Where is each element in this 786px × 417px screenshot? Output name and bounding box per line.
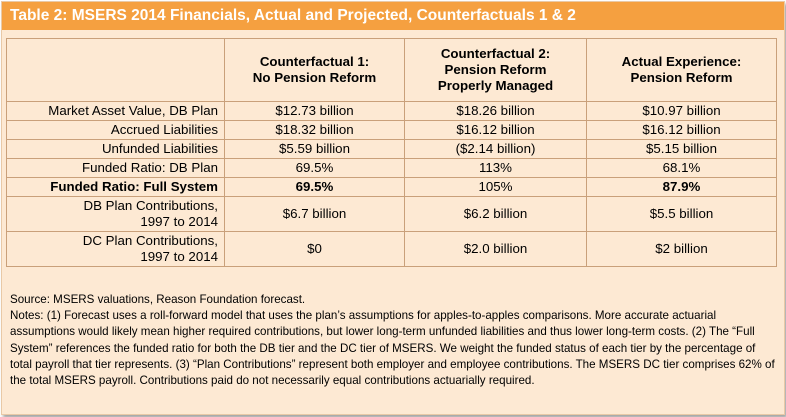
row-label: Unfunded Liabilities — [7, 140, 225, 159]
financials-table — [6, 38, 777, 267]
table-cell: 105% — [405, 178, 587, 197]
table-cell: $6.7 billion — [225, 197, 405, 232]
table-cell: $5.59 billion — [225, 140, 405, 159]
column-header-actual-experience — [587, 39, 777, 102]
row-label: Funded Ratio: Full System — [7, 178, 225, 197]
table-cell: $0 — [225, 232, 405, 267]
table-cell: 68.1% — [587, 159, 777, 178]
row-label-line: 1997 to 2014 — [140, 214, 218, 229]
column-header-counterfactual-1 — [225, 39, 405, 102]
table-cell: $12.73 billion — [225, 102, 405, 121]
table-row-funded-ratio-db — [7, 159, 777, 178]
column-header-line: Actual Experience: — [621, 54, 742, 69]
column-header-line: No Pension Reform — [252, 70, 377, 85]
table-cell: 69.5% — [225, 159, 405, 178]
header-empty-cell — [7, 39, 225, 102]
table-cell: $2.0 billion — [405, 232, 587, 267]
table-row-dc-contributions — [7, 232, 777, 267]
header-row — [7, 39, 777, 102]
table-cell: $2 billion — [587, 232, 777, 267]
row-label: Funded Ratio: DB Plan — [7, 159, 225, 178]
column-header-line: Pension Reform — [444, 62, 547, 77]
table-cell: 87.9% — [587, 178, 777, 197]
table-cell: $18.26 billion — [405, 102, 587, 121]
column-header-line: Pension Reform — [630, 70, 733, 85]
table-row-accrued-liabilities — [7, 121, 777, 140]
table-cell: $16.12 billion — [405, 121, 587, 140]
table-row-unfunded-liabilities — [7, 140, 777, 159]
table-notes — [10, 292, 778, 389]
table-cell: $5.15 billion — [587, 140, 777, 159]
row-label: Accrued Liabilities — [7, 121, 225, 140]
row-label — [7, 197, 225, 232]
table-cell: $10.97 billion — [587, 102, 777, 121]
table-row-funded-ratio-full-system — [7, 178, 777, 197]
column-header-counterfactual-2 — [405, 39, 587, 102]
column-header-line: Counterfactual 2: — [440, 46, 551, 61]
table-row-market-asset-value — [7, 102, 777, 121]
column-header-line: Counterfactual 1: — [259, 54, 370, 69]
table-row-db-contributions — [7, 197, 777, 232]
table-cell: 69.5% — [225, 178, 405, 197]
row-label: Market Asset Value, DB Plan — [7, 102, 225, 121]
row-label-line: 1997 to 2014 — [140, 249, 218, 264]
table-cell: 113% — [405, 159, 587, 178]
source-note: Source: MSERS valuations, Reason Foundation forecast. — [10, 293, 306, 306]
row-label-line: DC Plan Contributions, — [82, 233, 218, 248]
column-header-line: Properly Managed — [437, 78, 554, 93]
table-cell: $5.5 billion — [587, 197, 777, 232]
table-cell: $6.2 billion — [405, 197, 587, 232]
table-cell: $18.32 billion — [225, 121, 405, 140]
row-label-line: DB Plan Contributions, — [83, 198, 218, 213]
table-cell: ($2.14 billion) — [405, 140, 587, 159]
row-label — [7, 232, 225, 267]
table-title: Table 2: MSERS 2014 Financials, Actual and Projected, Counterfactuals 1 & 2 — [2, 2, 784, 30]
table-cell: $16.12 billion — [587, 121, 777, 140]
table-panel — [1, 1, 785, 415]
notes-text: Notes: (1) Forecast uses a roll-forward model that uses the plan’s assumptions for apples-to-apples comparisons. More accurate actuarial assumptions would likely mean higher required contributions, but lower long-term unfunded liabilities and thus lower long-term costs. (2) The “Full System” references the funded ratio for both the DB tier and the DC tier of MSERS. We weight the funded status of each tier by the percentage of total payroll that tier represents. (3) “Plan Contributions” represent both employer and employee contributions. The MSERS DC tier comprises 62% of the total MSERS payroll. Contributions paid do not necessarily equal contributions actuarially required. — [10, 309, 775, 388]
